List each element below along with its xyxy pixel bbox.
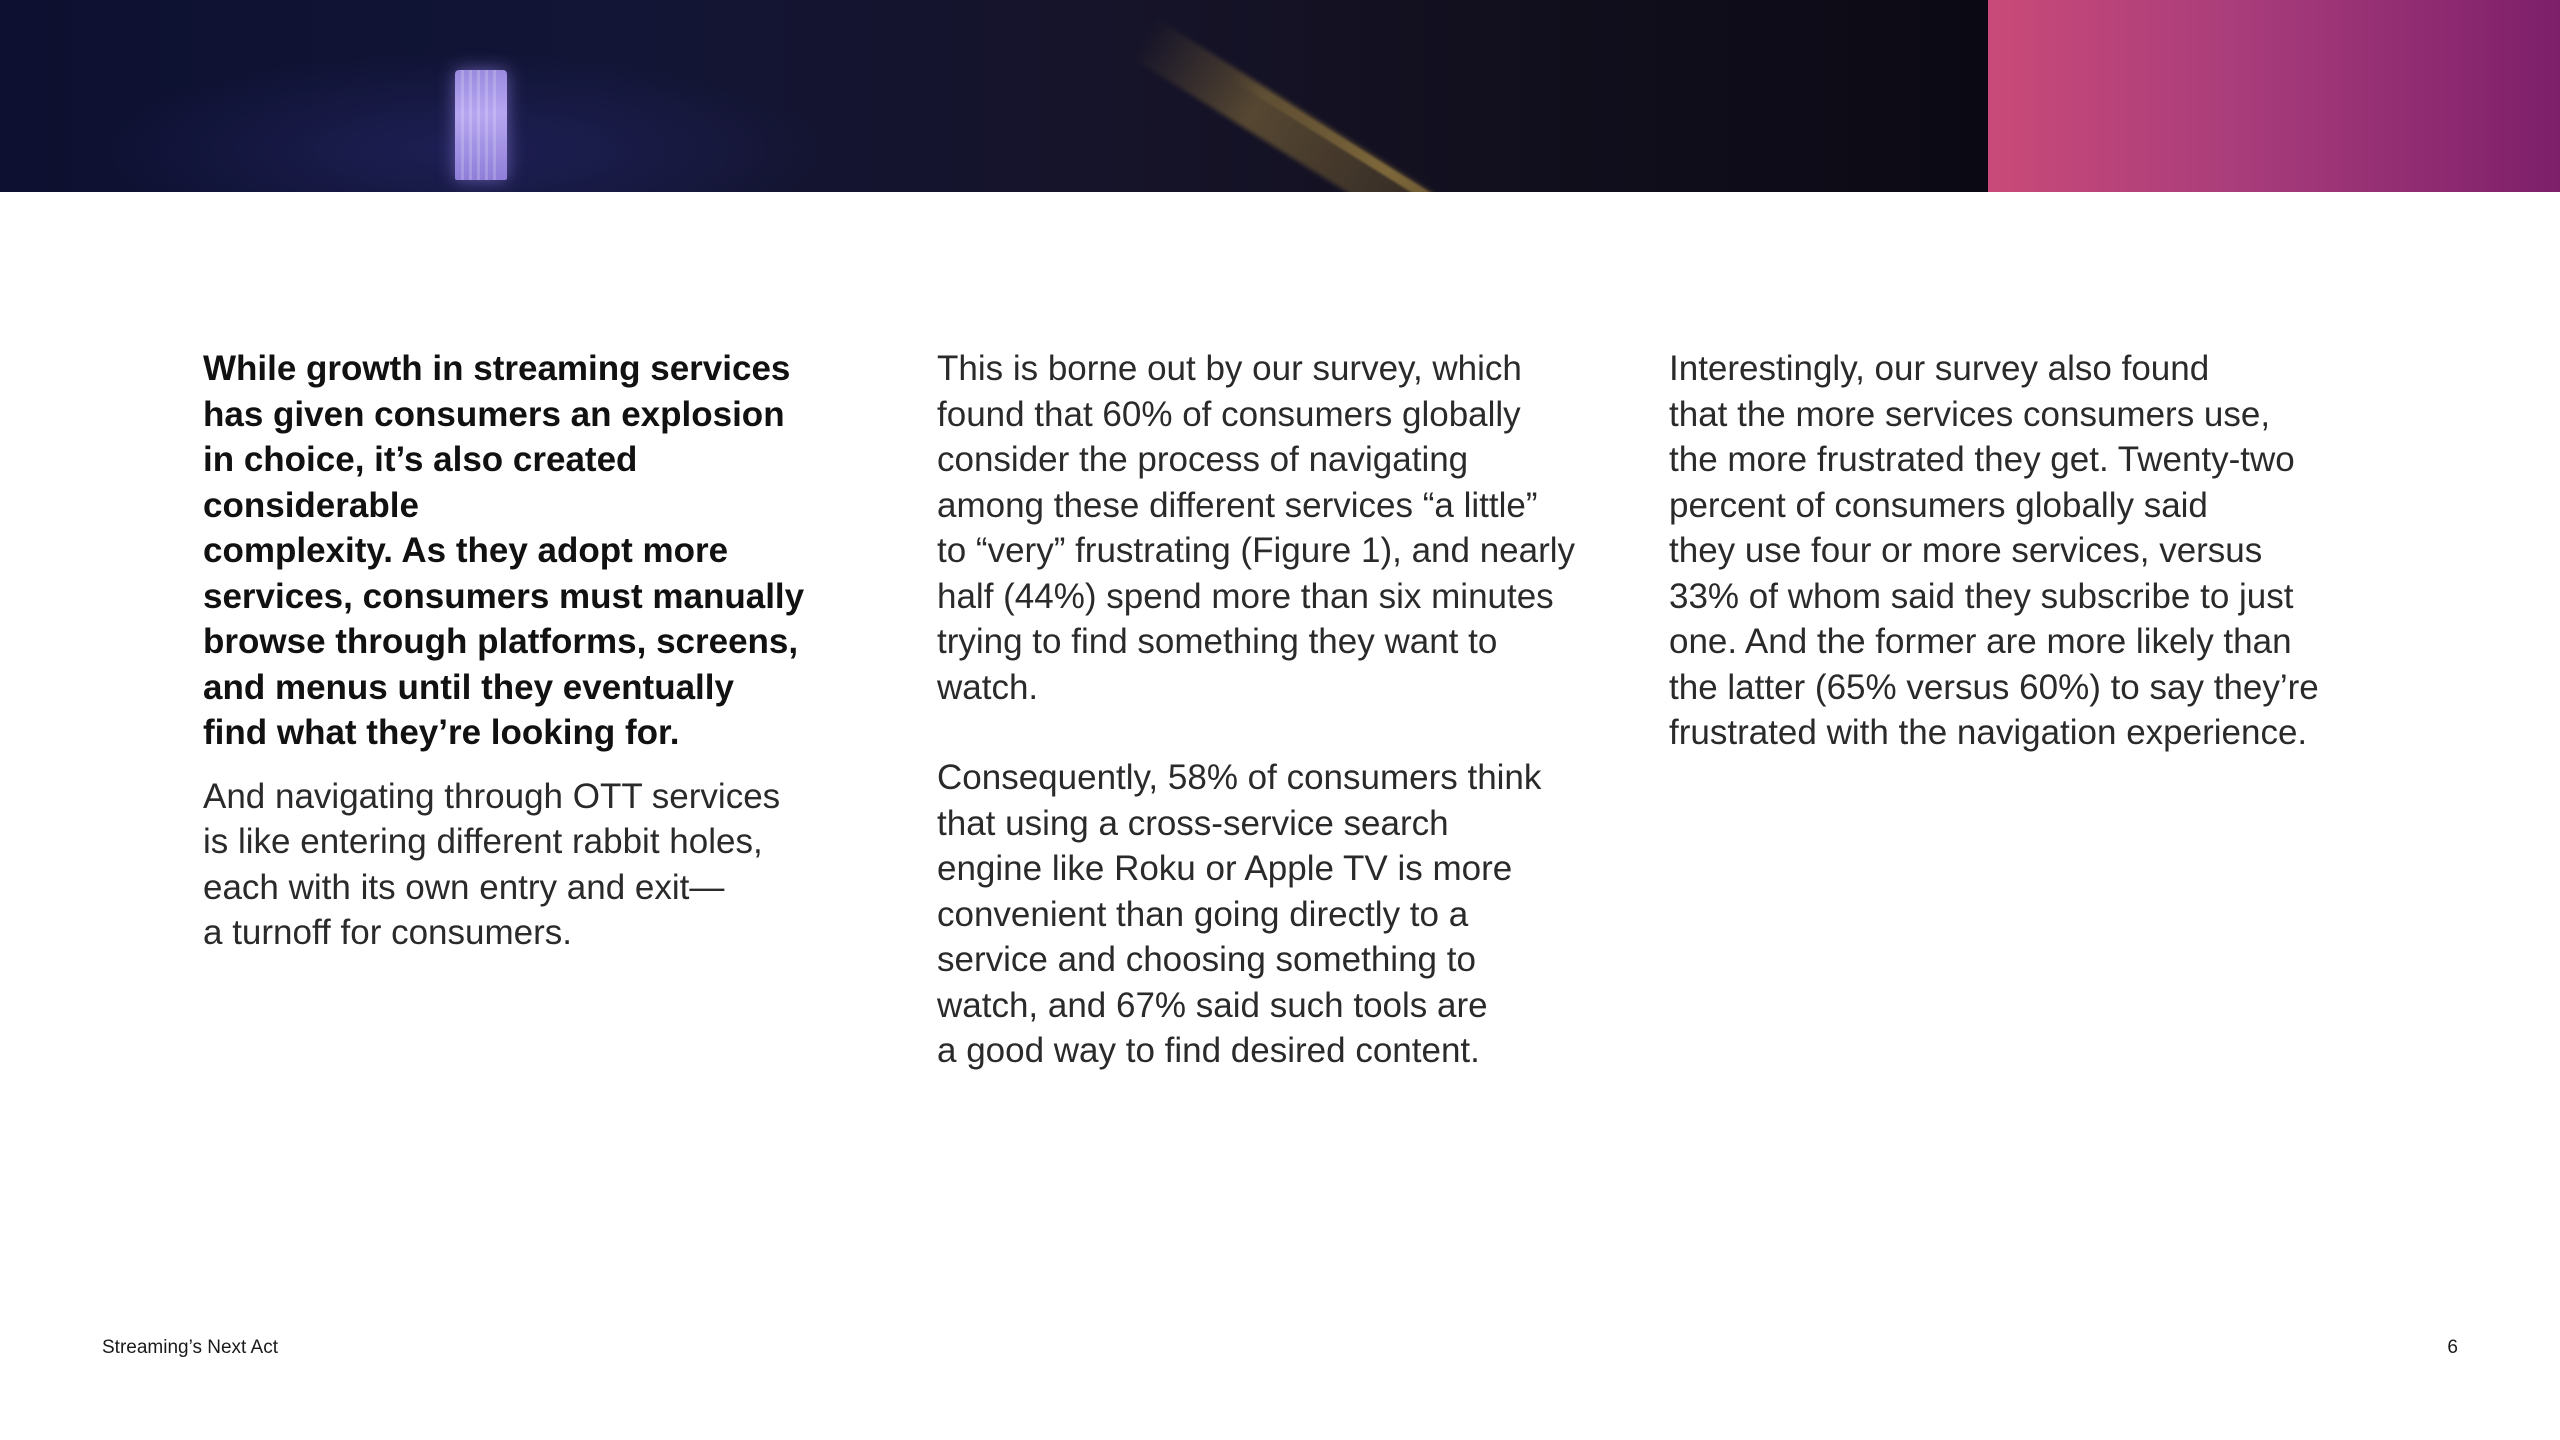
footer-document-title: Streaming’s Next Act <box>102 1337 279 1358</box>
hero-gradient-accent <box>1988 0 2560 192</box>
survey-paragraph-1: This is borne out by our survey, which found that 60% of consumers globally consider the process of navigating among these different services “a little” to “very” frustrating (Figure 1), and nearly half (44%) spend more than six minutes trying to find something they want to watch. <box>937 349 1576 707</box>
glowing-road-marker <box>455 70 507 180</box>
footer-page-number: 6 <box>2447 1337 2458 1358</box>
intro-lead-text: While growth in streaming services has given consumers an explosion in choice, it’s also created considerable complexity. As they adopt more services, consumers must manually browse through platforms, screens, and menus until they eventually find what they’re looking for. <box>203 349 805 752</box>
hero-photo-night-road <box>0 0 1988 192</box>
column-survey-findings <box>937 346 1577 1074</box>
column-service-count <box>1669 346 2369 756</box>
survey-paragraph-2: Consequently, 58% of consumers think that using a cross-service search engine like Roku or Apple TV is more convenient than going directly to a service and choosing something to watch, and 67% said such tools are a good way to find desired content. <box>937 758 1542 1070</box>
hero-banner <box>0 0 2560 192</box>
service-count-paragraph: Interestingly, our survey also found that the more services consumers use, the more frustrated they get. Twenty-two percent of consumers globally said they use four or more services, versus 33% of whom said they subscribe to just one. And the former are more likely than the latter (65% versus 60%) to say they’re frustrated with the navigation experience. <box>1669 349 2319 752</box>
intro-body-text: And navigating through OTT services is like entering different rabbit holes, each with its own entry and exit— a turnoff for consumers. <box>203 776 781 952</box>
column-intro <box>203 346 863 956</box>
